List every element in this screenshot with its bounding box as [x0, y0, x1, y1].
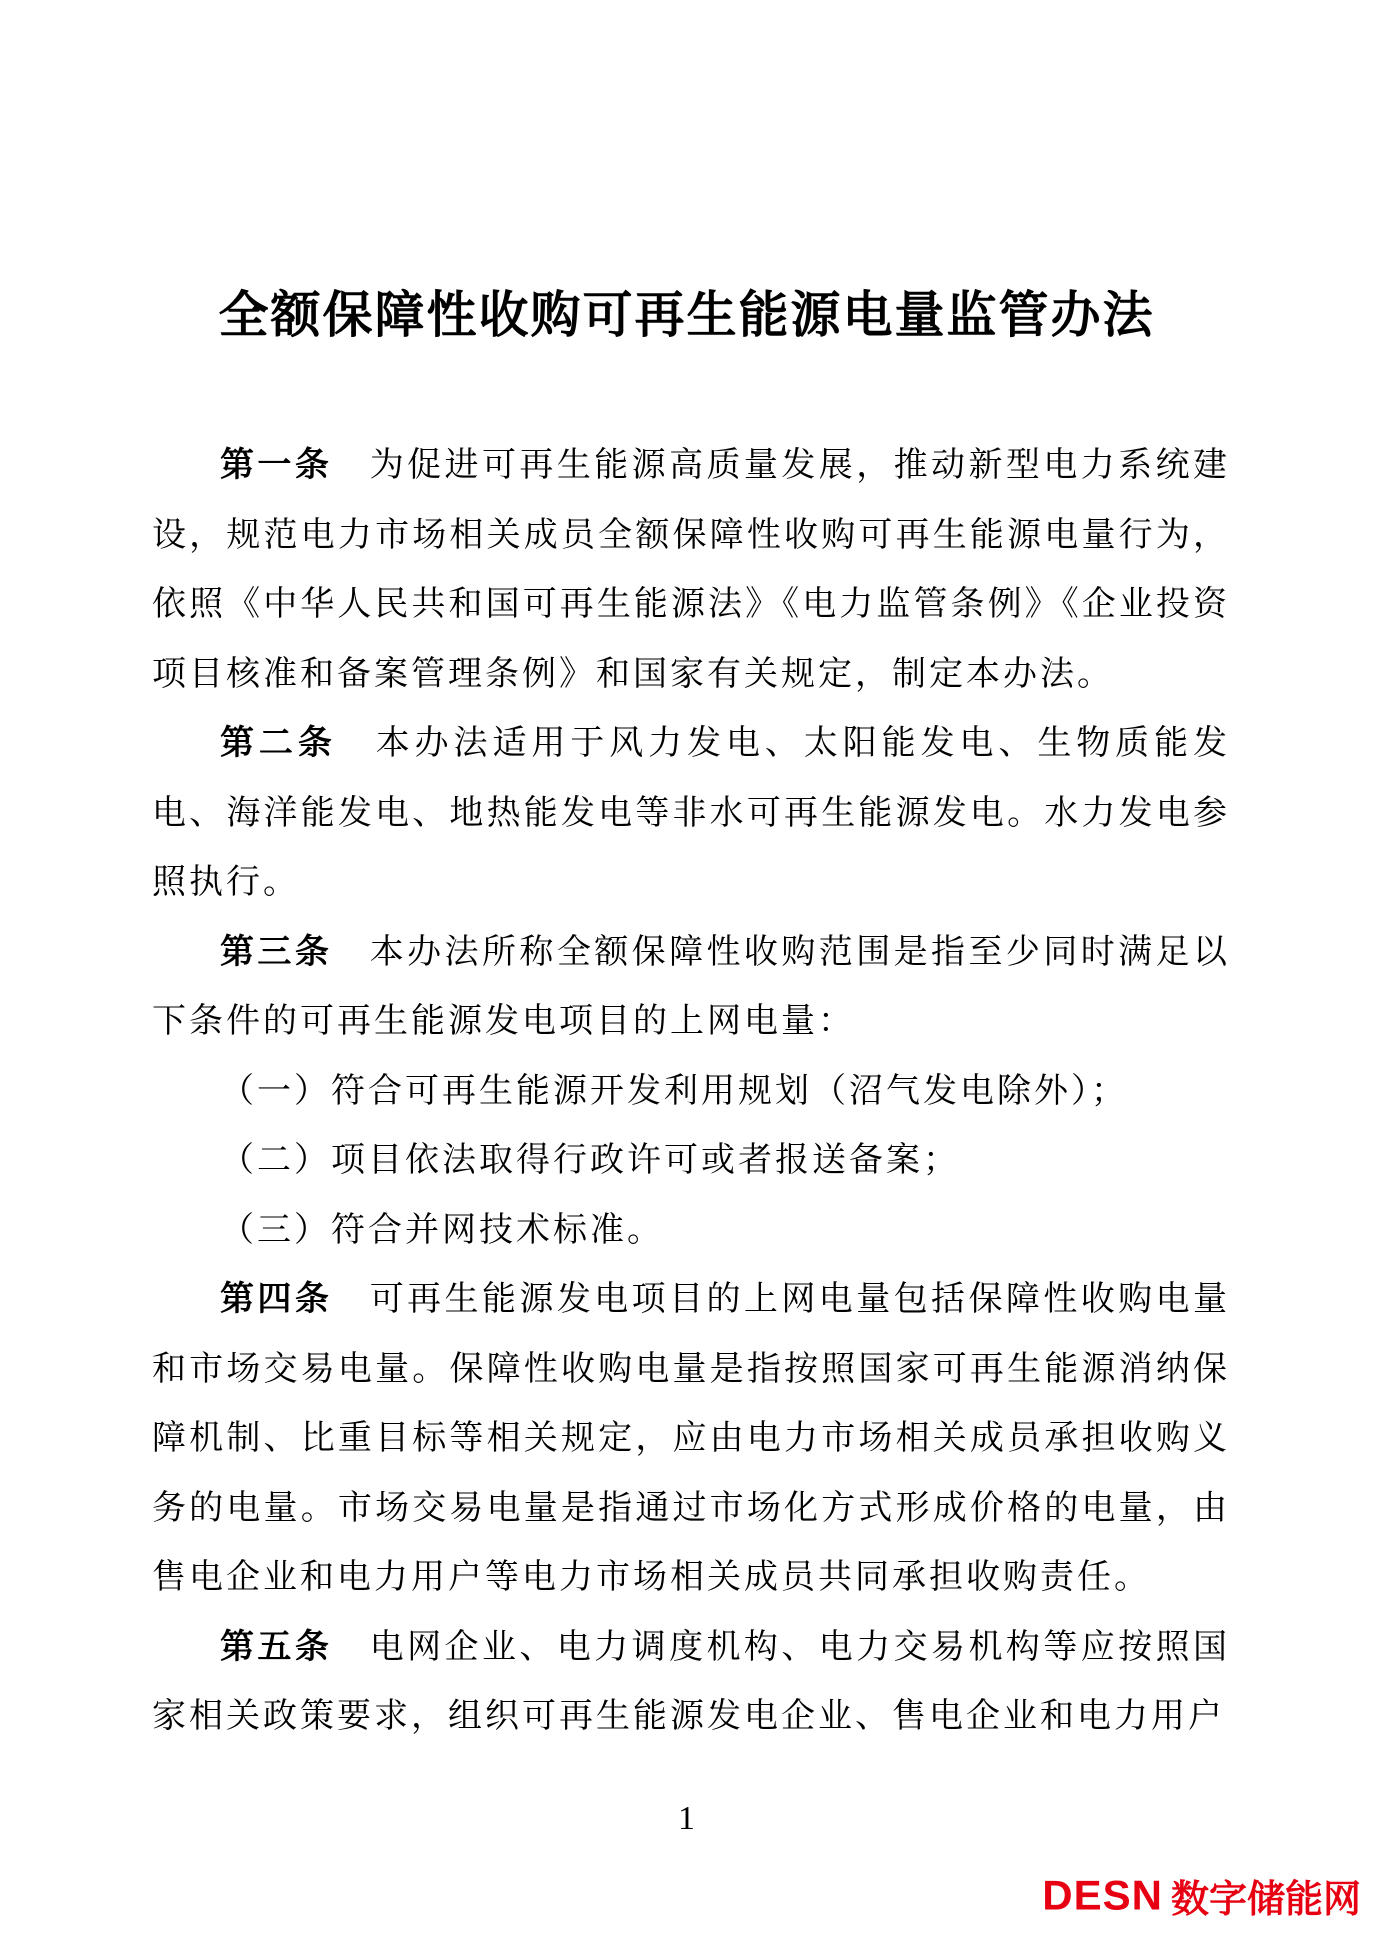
item-3-text: （三）符合并网技术标准。	[220, 1211, 664, 1249]
article-5-text: 电网企业、电力调度机构、电力交易机构等应按照国家相关政策要求，组织可再生能源发电企业、售电企业和电力用户	[152, 1628, 1231, 1735]
article-3-text: 本办法所称全额保障性收购范围是指至少同时满足以下条件的可再生能源发电项目的上网电量：	[152, 933, 1231, 1040]
paragraph-article-5	[152, 1613, 1230, 1752]
article-5-label: 第五条	[220, 1627, 370, 1666]
paragraph-item-2	[152, 1126, 1230, 1196]
item-2-text: （二）项目依法取得行政许可或者报送备案；	[220, 1142, 960, 1179]
article-1-label: 第一条	[220, 446, 370, 484]
page-number: 1	[678, 1800, 695, 1837]
desn-logo-cn: 数字储能网	[1170, 1879, 1361, 1921]
paragraph-article-3	[152, 918, 1230, 1057]
paragraph-article-2	[152, 709, 1230, 918]
desn-logo	[1042, 1868, 1361, 1923]
article-4-text: 可再生能源发电项目的上网电量包括保障性收购电量和市场交易电量。保障性收购电量是指按照国家可再生能源消纳保障机制、比重目标等相关规定，应由电力市场相关成员承担收购义务的电量。市场交易电量是指通过市场化方式形成价格的电量，由售电企业和电力用户等电力市场相关成员共同承担收购责任。	[152, 1281, 1231, 1596]
item-1-text: （一）符合可再生能源开发利用规划（沼气发电除外）；	[220, 1072, 1128, 1110]
document-title: 全额保障性收购可再生能源电量监管办法	[218, 287, 1155, 343]
paragraph-item-1	[152, 1057, 1230, 1127]
paragraph-article-4	[152, 1265, 1230, 1613]
desn-logo-en: DESN	[1042, 1871, 1163, 1919]
paragraph-item-3	[152, 1196, 1230, 1266]
article-2-label: 第二条	[220, 724, 376, 762]
paragraph-article-1	[152, 431, 1230, 709]
article-4-label: 第四条	[220, 1280, 370, 1318]
article-2-text: 本办法适用于风力发电、太阳能发电、生物质能发电、海洋能发电、地热能发电等非水可再生能源发电。水力发电参照执行。	[152, 725, 1231, 901]
article-3-label: 第三条	[220, 932, 370, 971]
article-1-text: 为促进可再生能源高质量发展，推动新型电力系统建设，规范电力市场相关成员全额保障性收购可再生能源电量行为，依照《中华人民共和国可再生能源法》《电力监管条例》《企业投资项目核准和备案管理条例》和国家有关规定，制定本办法。	[152, 447, 1231, 693]
document-body	[152, 431, 1230, 1752]
